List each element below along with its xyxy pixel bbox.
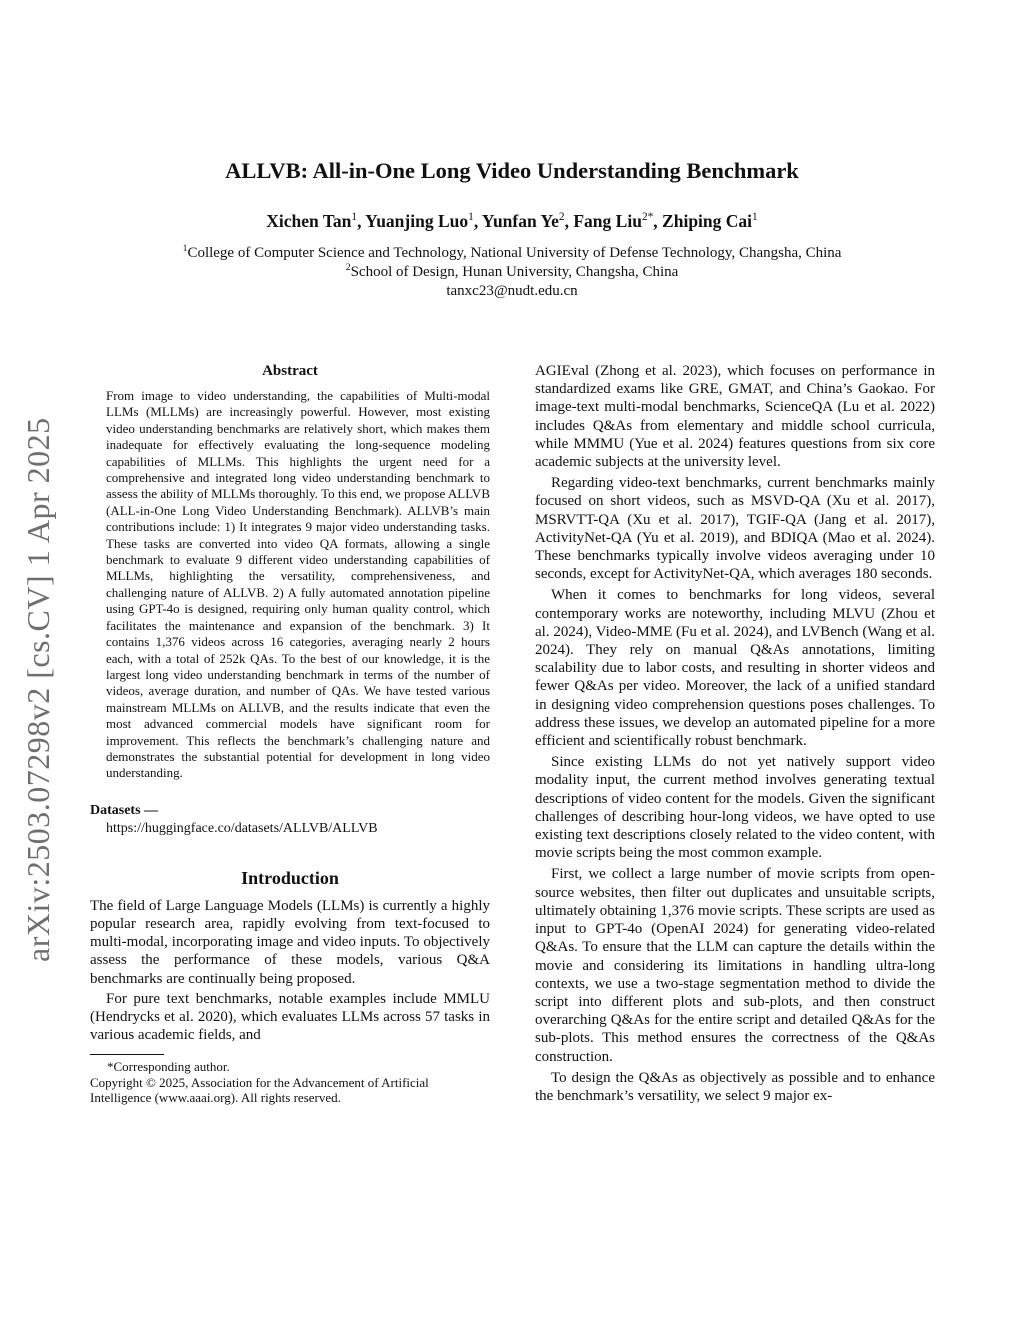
- author: Yuanjing Luo$^1$,: [365, 211, 482, 231]
- datasets-label: Datasets —: [90, 802, 159, 818]
- author-email: tanxc23@nudt.edu.cn: [446, 283, 578, 299]
- left-column: [90, 363, 490, 1106]
- datasets-block: [90, 802, 490, 838]
- author: Xichen Tan$^1$,: [266, 211, 366, 231]
- corresponding-author-footnote: *Corresponding author.: [107, 1059, 230, 1075]
- author: Yunfan Ye$^2$,: [481, 211, 574, 231]
- introduction-heading: Introduction: [241, 867, 339, 888]
- body-paragraph: When it comes to benchmarks for long videos, several contemporary works are noteworthy, including MLVU (Zhou et al. 2024), Video-MME (Fu et al. 2024), and LVBench (Wang et al. 2024). They rely on manual Q&As annotations, limiting scalability due to labor costs, and resulting in shorter videos and fewer Q&As per video. Moreover, the lack of a unified standard in designing video comprehension questions poses challenges. To address these issues, we develop an automated pipeline for a more efficient and scientifically robust benchmark.: [535, 587, 935, 750]
- body-paragraph: AGIEval (Zhong et al. 2023), which focuses on performance in standardized exams like GRE, GMAT, and China’s Gaokao. For image-text multi-modal benchmarks, ScienceQA (Lu et al. 2022) includes Q&As from elementary and middle school curricula, while MMMU (Yue et al. 2024) features questions from six core academic subjects at the university level.: [535, 363, 935, 471]
- abstract-heading: Abstract: [262, 363, 318, 379]
- author: Zhiping Cai$^1$: [662, 211, 758, 231]
- affiliation-1: $^1$College of Computer Science and Technology, National University of Defense Technology, Changsha, China: [182, 243, 842, 261]
- affiliation-2: $^2$School of Design, Hunan University, Changsha, China: [345, 262, 679, 280]
- body-paragraph: First, we collect a large number of movie scripts from open-source websites, then filter out duplicates and unsuitable scripts, ultimately obtaining 1,376 movie scripts. These scripts are used as input to GPT-4o (OpenAI 2024) for generating video-related Q&As. To ensure that the LLM can capture the details within the movie and considering its limitations in handling ultra-long contexts, we use a two-stage segmentation method to divide the script into different plots and sub-plots, and then construct overarching Q&As for the entire script and detailed Q&As for the sub-plots. This method ensures the correctness of the Q&As construction.: [535, 866, 935, 1065]
- body-paragraph: Regarding video-text benchmarks, current benchmarks mainly focused on short videos, such as MSVD-QA (Xu et al. 2017), MSRVTT-QA (Xu et al. 2017), TGIF-QA (Jang et al. 2017), ActivityNet-QA (Yu et al. 2019), and BDIQA (Mao et al. 2024). These benchmarks typically involve videos averaging under 10 seconds, except for ActivityNet-QA, which averages 180 seconds.: [535, 475, 935, 583]
- body-paragraph: Since existing LLMs do not yet natively support video modality input, the current method involves generating textual descriptions of video content for the models. Given the significant challenges of describing hour-long videos, we have opted to use existing text descriptions closely related to the video content, with movie scripts being the most common example.: [535, 754, 935, 862]
- intro-paragraph: The field of Large Language Models (LLMs) is currently a highly popular research area, rapidly evolving from text-focused to multi-modal, incorporating image and video inputs. To objectively assess the performance of these models, various Q&A benchmarks are continually being proposed.: [90, 897, 490, 987]
- datasets-link[interactable]: https://huggingface.co/datasets/ALLVB/ALLVB: [106, 820, 378, 836]
- abstract-text: From image to video understanding, the capabilities of Multi-modal LLMs (MLLMs) are increasingly powerful. However, most existing video understanding benchmarks are relatively short, which makes them inadequate for effectively evaluating the long-sequence modeling capabilities of MLLMs. This highlights the urgent need for a comprehensive and integrated long video understanding benchmark to assess the ability of MLLMs thoroughly. To this end, we propose ALLVB (ALL-in-One Long Video Understanding Benchmark). ALLVB’s main contributions include: 1) It integrates 9 major video understanding tasks. These tasks are converted into video QA formats, allowing a single benchmark to evaluate 9 different video understanding capabilities of MLLMs, highlighting the versatility, comprehensiveness, and challenging nature of ALLVB. 2) A fully automated annotation pipeline using GPT-4o is designed, requiring only human quality control, which facilitates the maintenance and expansion of the benchmark. 3) It contains 1,376 videos across 16 categories, averaging nearly 2 hours each, with a total of 252k QAs. To the best of our knowledge, it is the largest long video understanding benchmark in terms of the number of videos, average duration, and number of QAs. We have tested various mainstream MLLMs on ALLVB, and the results indicate that even the most advanced commercial models have significant room for improvement. This reflects the benchmark’s challenging nature and demonstrates the substantial potential for development in long video understanding.: [106, 388, 490, 781]
- paper-title: ALLVB: All-in-One Long Video Understanding Benchmark: [225, 158, 799, 183]
- author-list: [0, 211, 1024, 232]
- author: Fang Liu$^{2*}$,: [573, 211, 663, 231]
- right-column: [535, 362, 935, 1105]
- intro-paragraph: For pure text benchmarks, notable examples include MMLU (Hendrycks et al. 2020), which evaluates LLMs across 57 tasks in various academic fields, and: [90, 990, 490, 1044]
- arxiv-identifier-stamp: arXiv:2503.07298v2 [cs.CV] 1 Apr 2025: [20, 417, 56, 962]
- footnote-rule: [90, 1054, 164, 1055]
- body-paragraph: To design the Q&As as objectively as possible and to enhance the benchmark’s versatility, we select 9 major ex-: [535, 1069, 935, 1104]
- copyright-notice: Copyright © 2025, Association for the Advancement of Artificial Intelligence (www.aaai.org). All rights reserved.: [90, 1074, 429, 1106]
